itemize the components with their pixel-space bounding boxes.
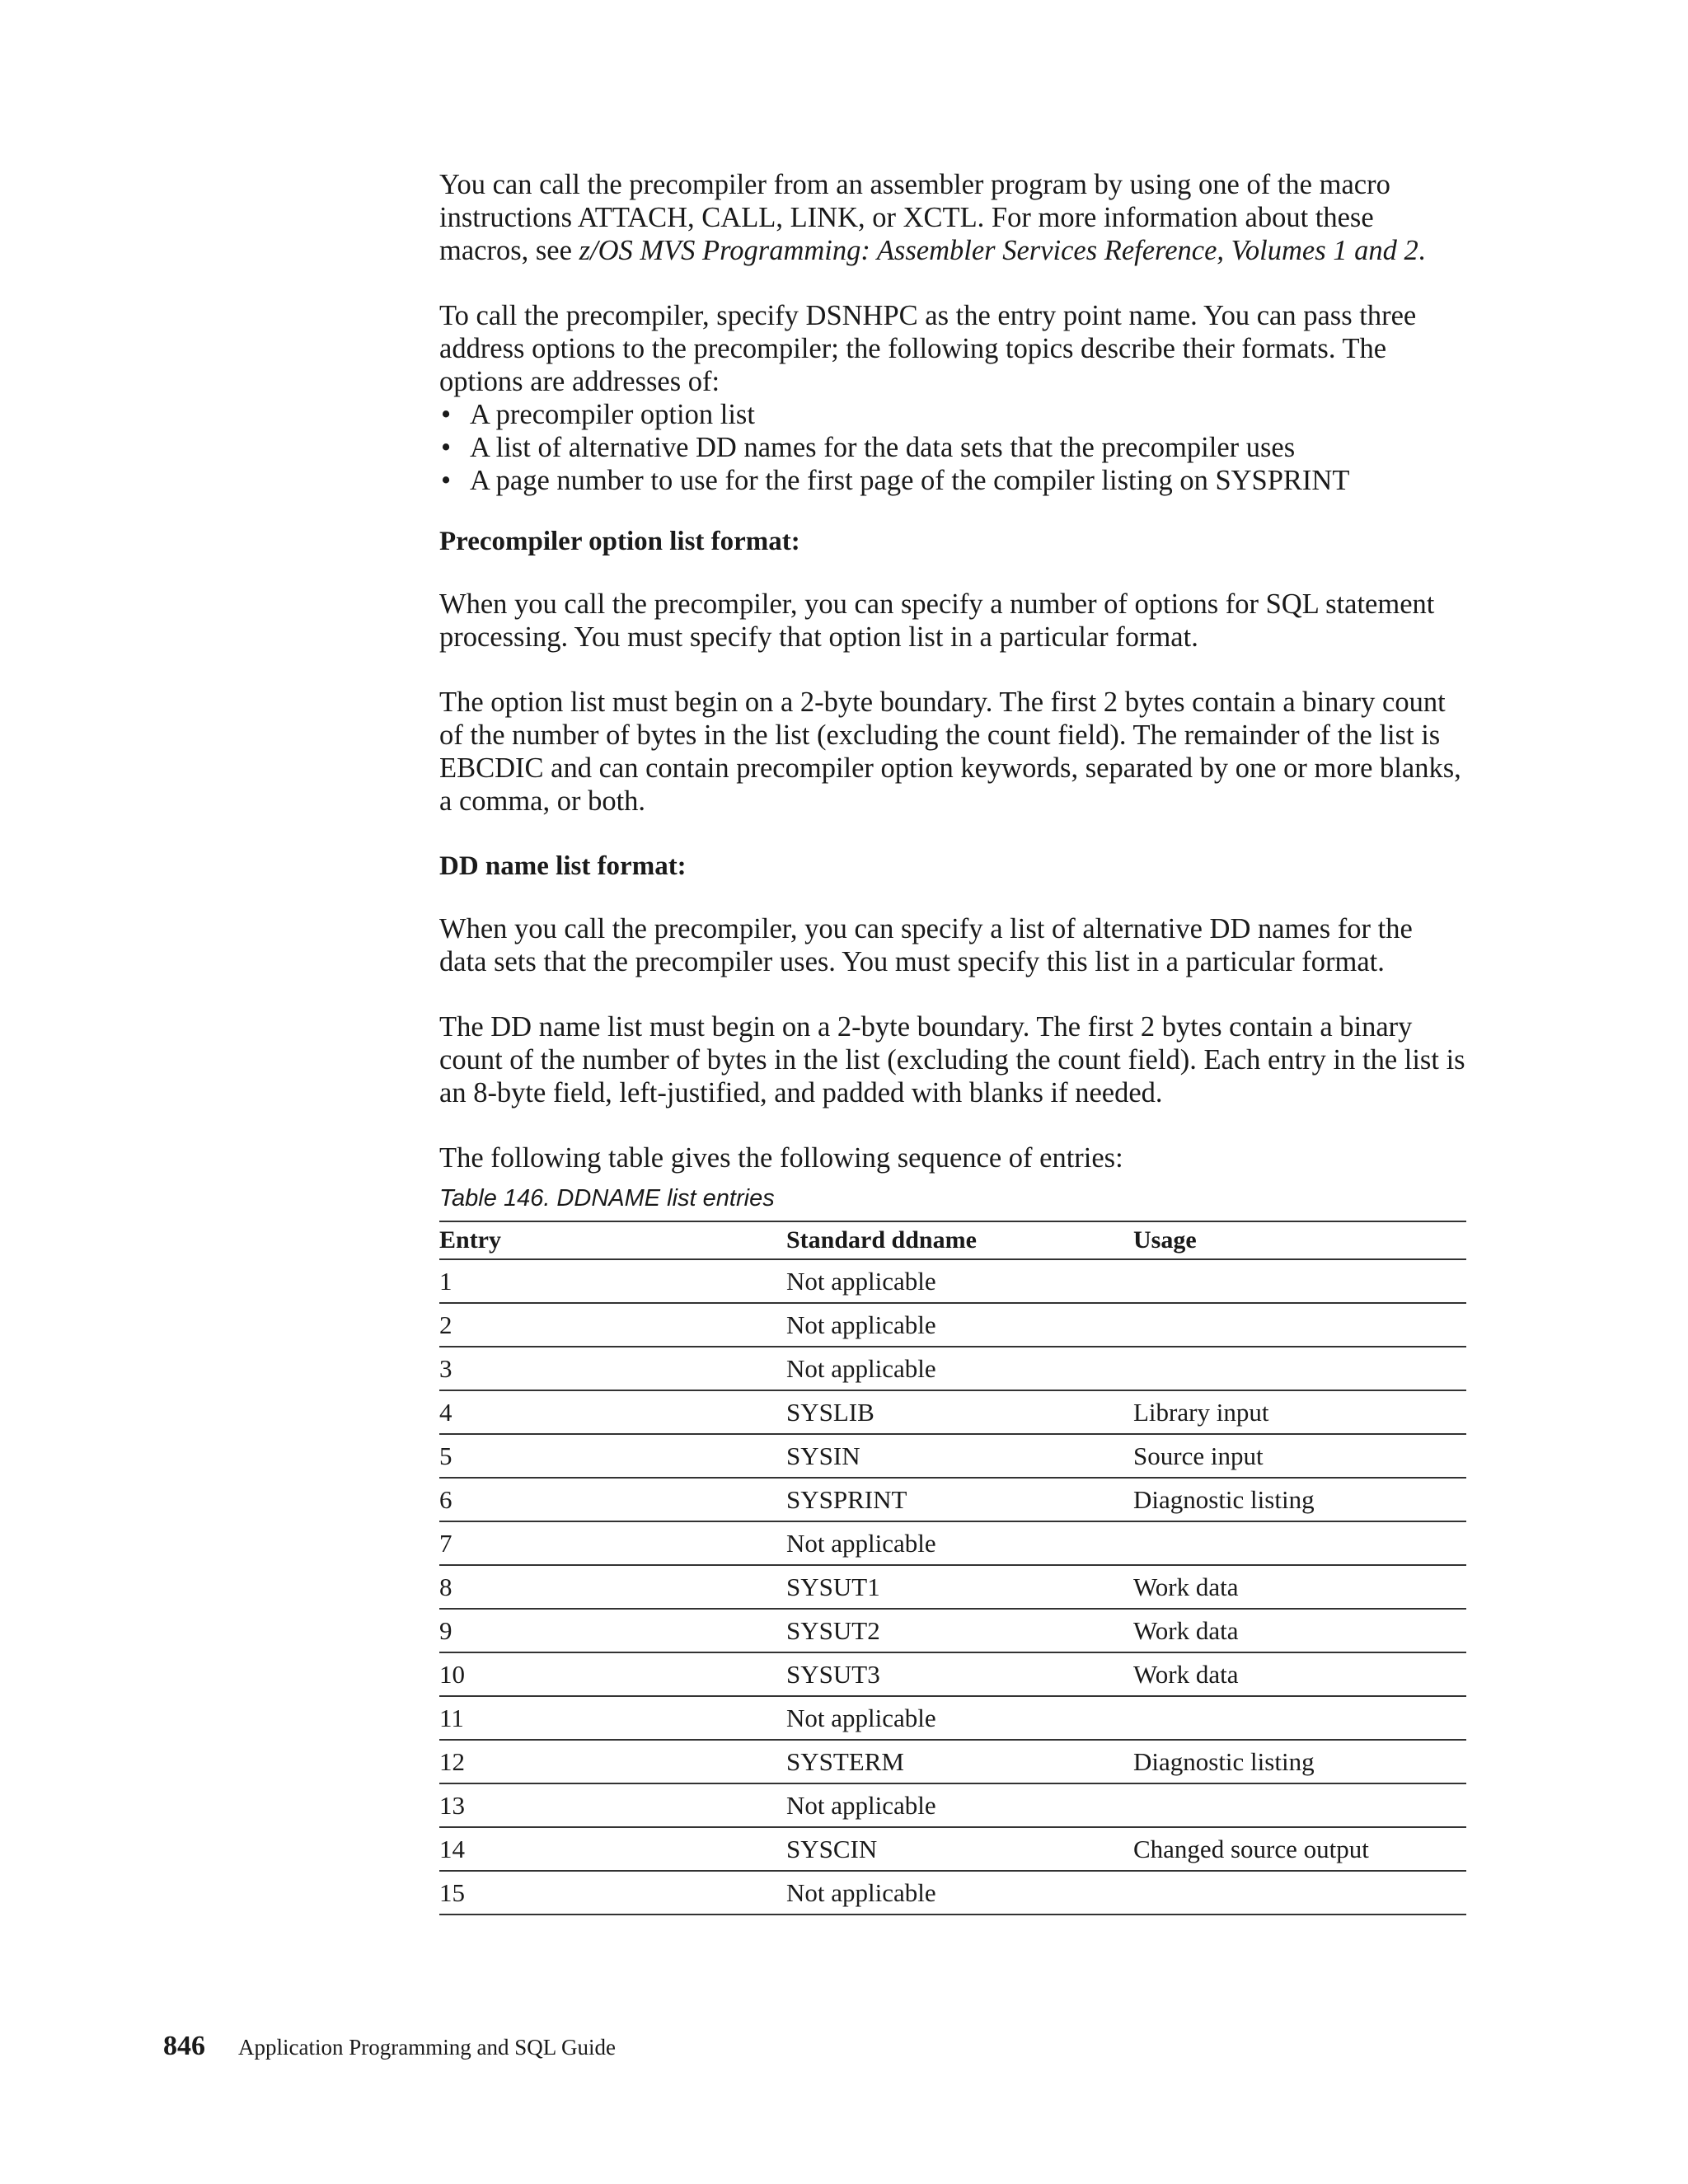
list-item-text: A precompiler option list	[470, 399, 755, 430]
ddname-table	[439, 1221, 1466, 1915]
table-row	[439, 1259, 1466, 1303]
cell-entry: 14	[439, 1827, 786, 1871]
page-content	[439, 168, 1465, 1915]
list-item-text: A list of alternative DD names for the data sets that the precompiler uses	[470, 432, 1296, 463]
cell-usage: Work data	[1133, 1609, 1466, 1652]
bullet-icon: •	[441, 432, 452, 463]
table-row	[439, 1478, 1466, 1521]
cell-usage: Changed source output	[1133, 1827, 1466, 1871]
cell-usage	[1133, 1696, 1466, 1740]
cell-ddname: SYSUT3	[786, 1652, 1133, 1696]
table-caption: Table 146. DDNAME list entries	[439, 1185, 775, 1212]
table-row	[439, 1609, 1466, 1652]
cell-entry: 7	[439, 1521, 786, 1565]
cell-usage: Work data	[1133, 1652, 1466, 1696]
dd-list-heading: DD name list format:	[439, 851, 687, 881]
cell-ddname: Not applicable	[786, 1871, 1133, 1915]
cell-entry: 3	[439, 1347, 786, 1390]
intro-end: .	[1418, 235, 1426, 266]
list-item	[439, 431, 1465, 464]
cell-entry: 1	[439, 1259, 786, 1303]
cell-ddname: Not applicable	[786, 1303, 1133, 1347]
cell-usage	[1133, 1521, 1466, 1565]
book-title: Application Programming and SQL Guide	[238, 2035, 616, 2060]
cell-ddname: SYSTERM	[786, 1740, 1133, 1783]
cell-entry: 5	[439, 1434, 786, 1478]
cell-ddname: Not applicable	[786, 1259, 1133, 1303]
table-row	[439, 1827, 1466, 1871]
option-list-heading: Precompiler option list format:	[439, 527, 800, 556]
list-item-text: A page number to use for the first page of the compiler listing on SYSPRINT	[470, 465, 1350, 496]
cell-entry: 6	[439, 1478, 786, 1521]
cell-entry: 11	[439, 1696, 786, 1740]
cell-entry: 13	[439, 1783, 786, 1827]
list-item	[439, 398, 1465, 431]
cell-ddname: Not applicable	[786, 1521, 1133, 1565]
bullet-icon: •	[441, 465, 452, 496]
column-header-entry: Entry	[439, 1221, 786, 1259]
cell-ddname: SYSIN	[786, 1434, 1133, 1478]
intro-paragraph	[439, 168, 1465, 267]
cell-ddname: SYSUT1	[786, 1565, 1133, 1609]
list-item	[439, 464, 1465, 497]
cell-entry: 15	[439, 1871, 786, 1915]
cell-usage: Diagnostic listing	[1133, 1478, 1466, 1521]
cell-usage: Source input	[1133, 1434, 1466, 1478]
book-reference: z/OS MVS Programming: Assembler Services Reference, Volumes 1 and 2	[579, 235, 1418, 266]
cell-usage	[1133, 1783, 1466, 1827]
page-footer	[163, 2031, 616, 2062]
bullet-icon: •	[441, 399, 452, 430]
cell-usage: Diagnostic listing	[1133, 1740, 1466, 1783]
table-row	[439, 1565, 1466, 1609]
cell-entry: 4	[439, 1390, 786, 1434]
address-options-list	[439, 398, 1465, 497]
table-row	[439, 1696, 1466, 1740]
option-list-paragraph-1: When you call the precompiler, you can specify a number of options for SQL statement processing. You must specify that option list in a particular format.	[439, 588, 1435, 653]
cell-entry: 9	[439, 1609, 786, 1652]
dd-list-paragraph-1: When you call the precompiler, you can specify a list of alternative DD names for the data sets that the precompiler uses. You must specify this list in a particular format.	[439, 913, 1413, 977]
column-header-usage: Usage	[1133, 1221, 1466, 1259]
page-number: 846	[163, 2031, 205, 2061]
cell-ddname: Not applicable	[786, 1783, 1133, 1827]
table-row	[439, 1347, 1466, 1390]
entry-point-paragraph: To call the precompiler, specify DSNHPC as the entry point name. You can pass three address options to the precompiler; the following topics describe their formats. The options are addresses of:	[439, 300, 1417, 397]
cell-entry: 2	[439, 1303, 786, 1347]
table-row	[439, 1740, 1466, 1783]
dd-list-paragraph-3: The following table gives the following sequence of entries:	[439, 1142, 1123, 1174]
cell-entry: 8	[439, 1565, 786, 1609]
cell-usage: Work data	[1133, 1565, 1466, 1609]
cell-usage	[1133, 1259, 1466, 1303]
intro-text: You can call the precompiler from an assembler program by using one of the macro instructions ATTACH, CALL, LINK, or XCTL. For more information about these macros, see	[439, 169, 1390, 266]
table-header-row	[439, 1221, 1466, 1259]
table-row	[439, 1783, 1466, 1827]
table-row	[439, 1303, 1466, 1347]
cell-entry: 12	[439, 1740, 786, 1783]
dd-list-paragraph-2: The DD name list must begin on a 2-byte boundary. The first 2 bytes contain a binary count of the number of bytes in the list (excluding the count field). Each entry in the list is an 8-byte field, left-justified, and padded with blanks if needed.	[439, 1011, 1465, 1108]
table-row	[439, 1390, 1466, 1434]
cell-usage	[1133, 1347, 1466, 1390]
cell-usage: Library input	[1133, 1390, 1466, 1434]
table-row	[439, 1521, 1466, 1565]
cell-ddname: SYSPRINT	[786, 1478, 1133, 1521]
cell-ddname: Not applicable	[786, 1347, 1133, 1390]
cell-usage	[1133, 1303, 1466, 1347]
table-body	[439, 1259, 1466, 1915]
option-list-paragraph-2: The option list must begin on a 2-byte boundary. The first 2 bytes contain a binary count of the number of bytes in the list (excluding the count field). The remainder of the list is EBCDIC and can contain precompiler option keywords, separated by one or more blanks, a comma, or both.	[439, 687, 1461, 817]
table-row	[439, 1434, 1466, 1478]
cell-entry: 10	[439, 1652, 786, 1696]
column-header-ddname: Standard ddname	[786, 1221, 1133, 1259]
cell-ddname: SYSCIN	[786, 1827, 1133, 1871]
cell-usage	[1133, 1871, 1466, 1915]
cell-ddname: Not applicable	[786, 1696, 1133, 1740]
table-row	[439, 1652, 1466, 1696]
cell-ddname: SYSUT2	[786, 1609, 1133, 1652]
cell-ddname: SYSLIB	[786, 1390, 1133, 1434]
table-row	[439, 1871, 1466, 1915]
